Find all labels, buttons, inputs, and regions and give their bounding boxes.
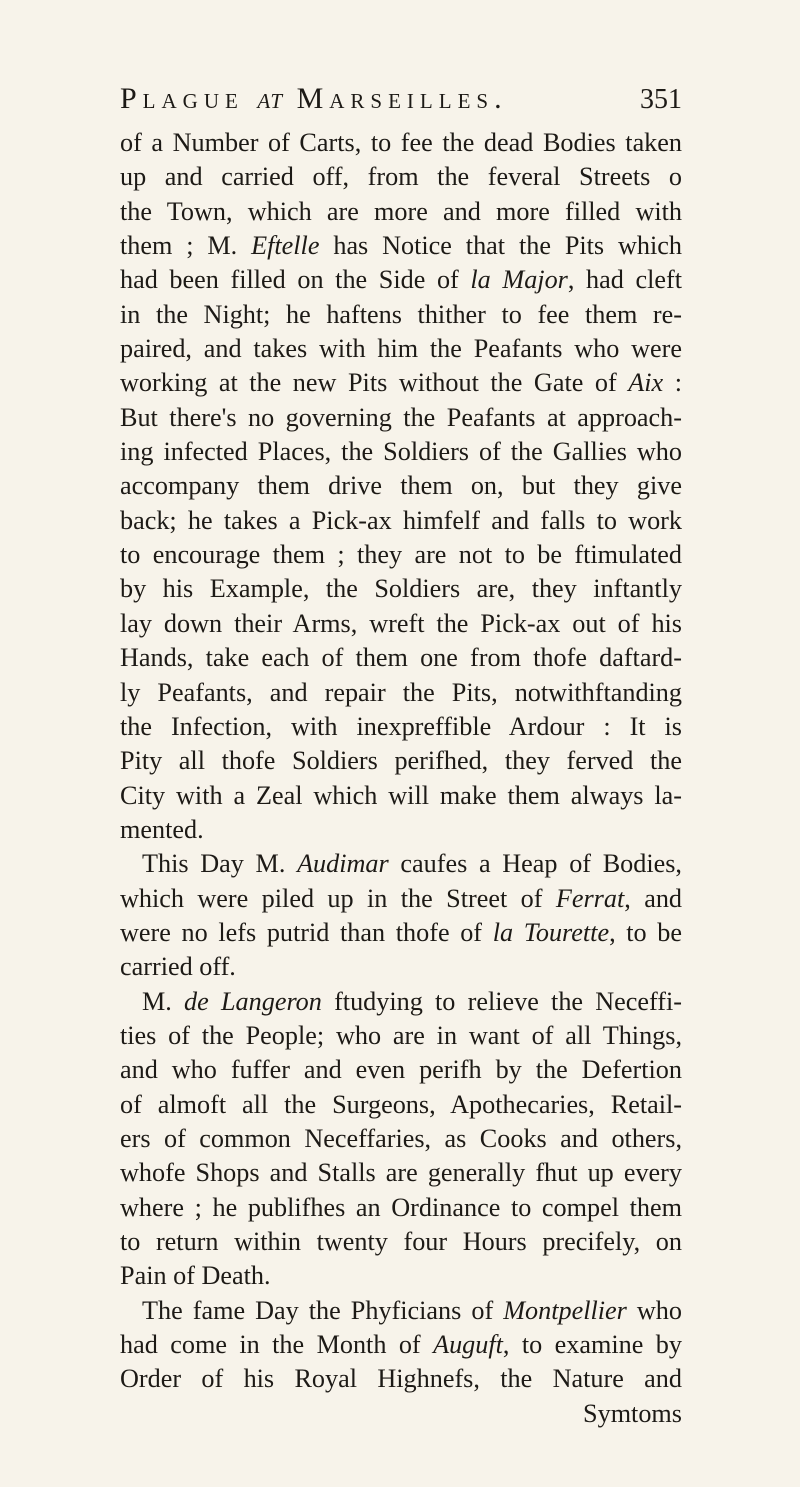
text-line: working at the new Pits without the Gate of Aix :	[120, 368, 682, 398]
running-head-at: at	[257, 82, 284, 115]
text-line: mented.	[120, 814, 204, 844]
text-line: Hands, take each of them one from thofe daftard-	[120, 643, 682, 673]
text-line: of almoft all the Surgeons, Apothecaries, Retail-	[120, 1089, 682, 1119]
text-line: had come in the Month of Auguft, to examine by	[120, 1330, 682, 1360]
running-head-left: Plague	[120, 82, 244, 115]
text-line: them ; M. Eftelle has Notice that the Pits which	[120, 231, 682, 261]
text-line: ers of common Neceffaries, as Cooks and others,	[120, 1123, 682, 1153]
text-line: which were piled up in the Street of Ferrat, and	[120, 883, 683, 913]
text-line: M. de Langeron ftudying to relieve the Neceffi-	[142, 986, 682, 1016]
text-line: and who fuffer and even perifh by the Defertion	[120, 1055, 682, 1085]
catchword: Symtoms	[583, 1398, 682, 1428]
page-header	[120, 82, 680, 126]
text-line: ing infected Places, the Soldiers of the Gallies who	[120, 437, 682, 467]
text-line: where ; he publifhes an Ordinance to compel them	[120, 1192, 682, 1222]
text-line: This Day M. Audimar caufes a Heap of Bodies,	[142, 849, 682, 879]
body-text	[120, 126, 682, 1431]
running-head	[120, 82, 508, 116]
text-line: lay down their Arms, wreft the Pick-ax out of his	[120, 608, 682, 638]
text-line: were no lefs putrid than thofe of la Tourette, to be	[120, 917, 683, 947]
text-line: Pain of Death.	[120, 1261, 271, 1291]
text-line: of a Number of Carts, to fee the dead Bodies taken	[120, 128, 682, 157]
text-line: Pity all thofe Soldiers perifhed, they ferved the	[120, 746, 682, 776]
text-line: up and carried off, from the feveral Streets o	[120, 162, 682, 192]
text-line: But there's no governing the Peafants at approach-	[120, 402, 682, 432]
text-line: in the Night; he haftens thither to fee them re-	[120, 299, 682, 329]
text-line: back; he takes a Pick-ax himfelf and falls to work	[120, 505, 682, 535]
text-line: whofe Shops and Stalls are generally fhut up every	[120, 1158, 682, 1188]
text-line: had been filled on the Side of la Major, had cleft	[120, 265, 682, 295]
text-line: to return within twenty four Hours precifely, on	[120, 1227, 682, 1256]
text-line: City with a Zeal which will make them always la-	[120, 780, 682, 810]
page-number: 351	[640, 84, 682, 115]
text-line: to encourage them ; they are not to be ftimulated	[120, 540, 682, 570]
text-line: the Infection, with inexpreffible Ardour : It is	[120, 711, 682, 741]
text-line: paired, and takes with him the Peafants who were	[120, 334, 682, 364]
text-line: accompany them drive them on, but they give	[120, 471, 682, 501]
running-head-right: Marseilles.	[296, 82, 508, 115]
text-line: ties of the People; who are in want of all Things,	[120, 1020, 682, 1050]
text-line: carried off.	[120, 952, 236, 982]
text-line: the Town, which are more and more filled with	[120, 196, 682, 226]
text-line: ly Peafants, and repair the Pits, notwithftanding	[120, 677, 682, 707]
text-line: by his Example, the Soldiers are, they inftantly	[120, 574, 682, 604]
text-line: The fame Day the Phyficians of Montpellier who	[142, 1295, 682, 1325]
text-line: Order of his Royal Highnefs, the Nature and	[120, 1364, 682, 1394]
